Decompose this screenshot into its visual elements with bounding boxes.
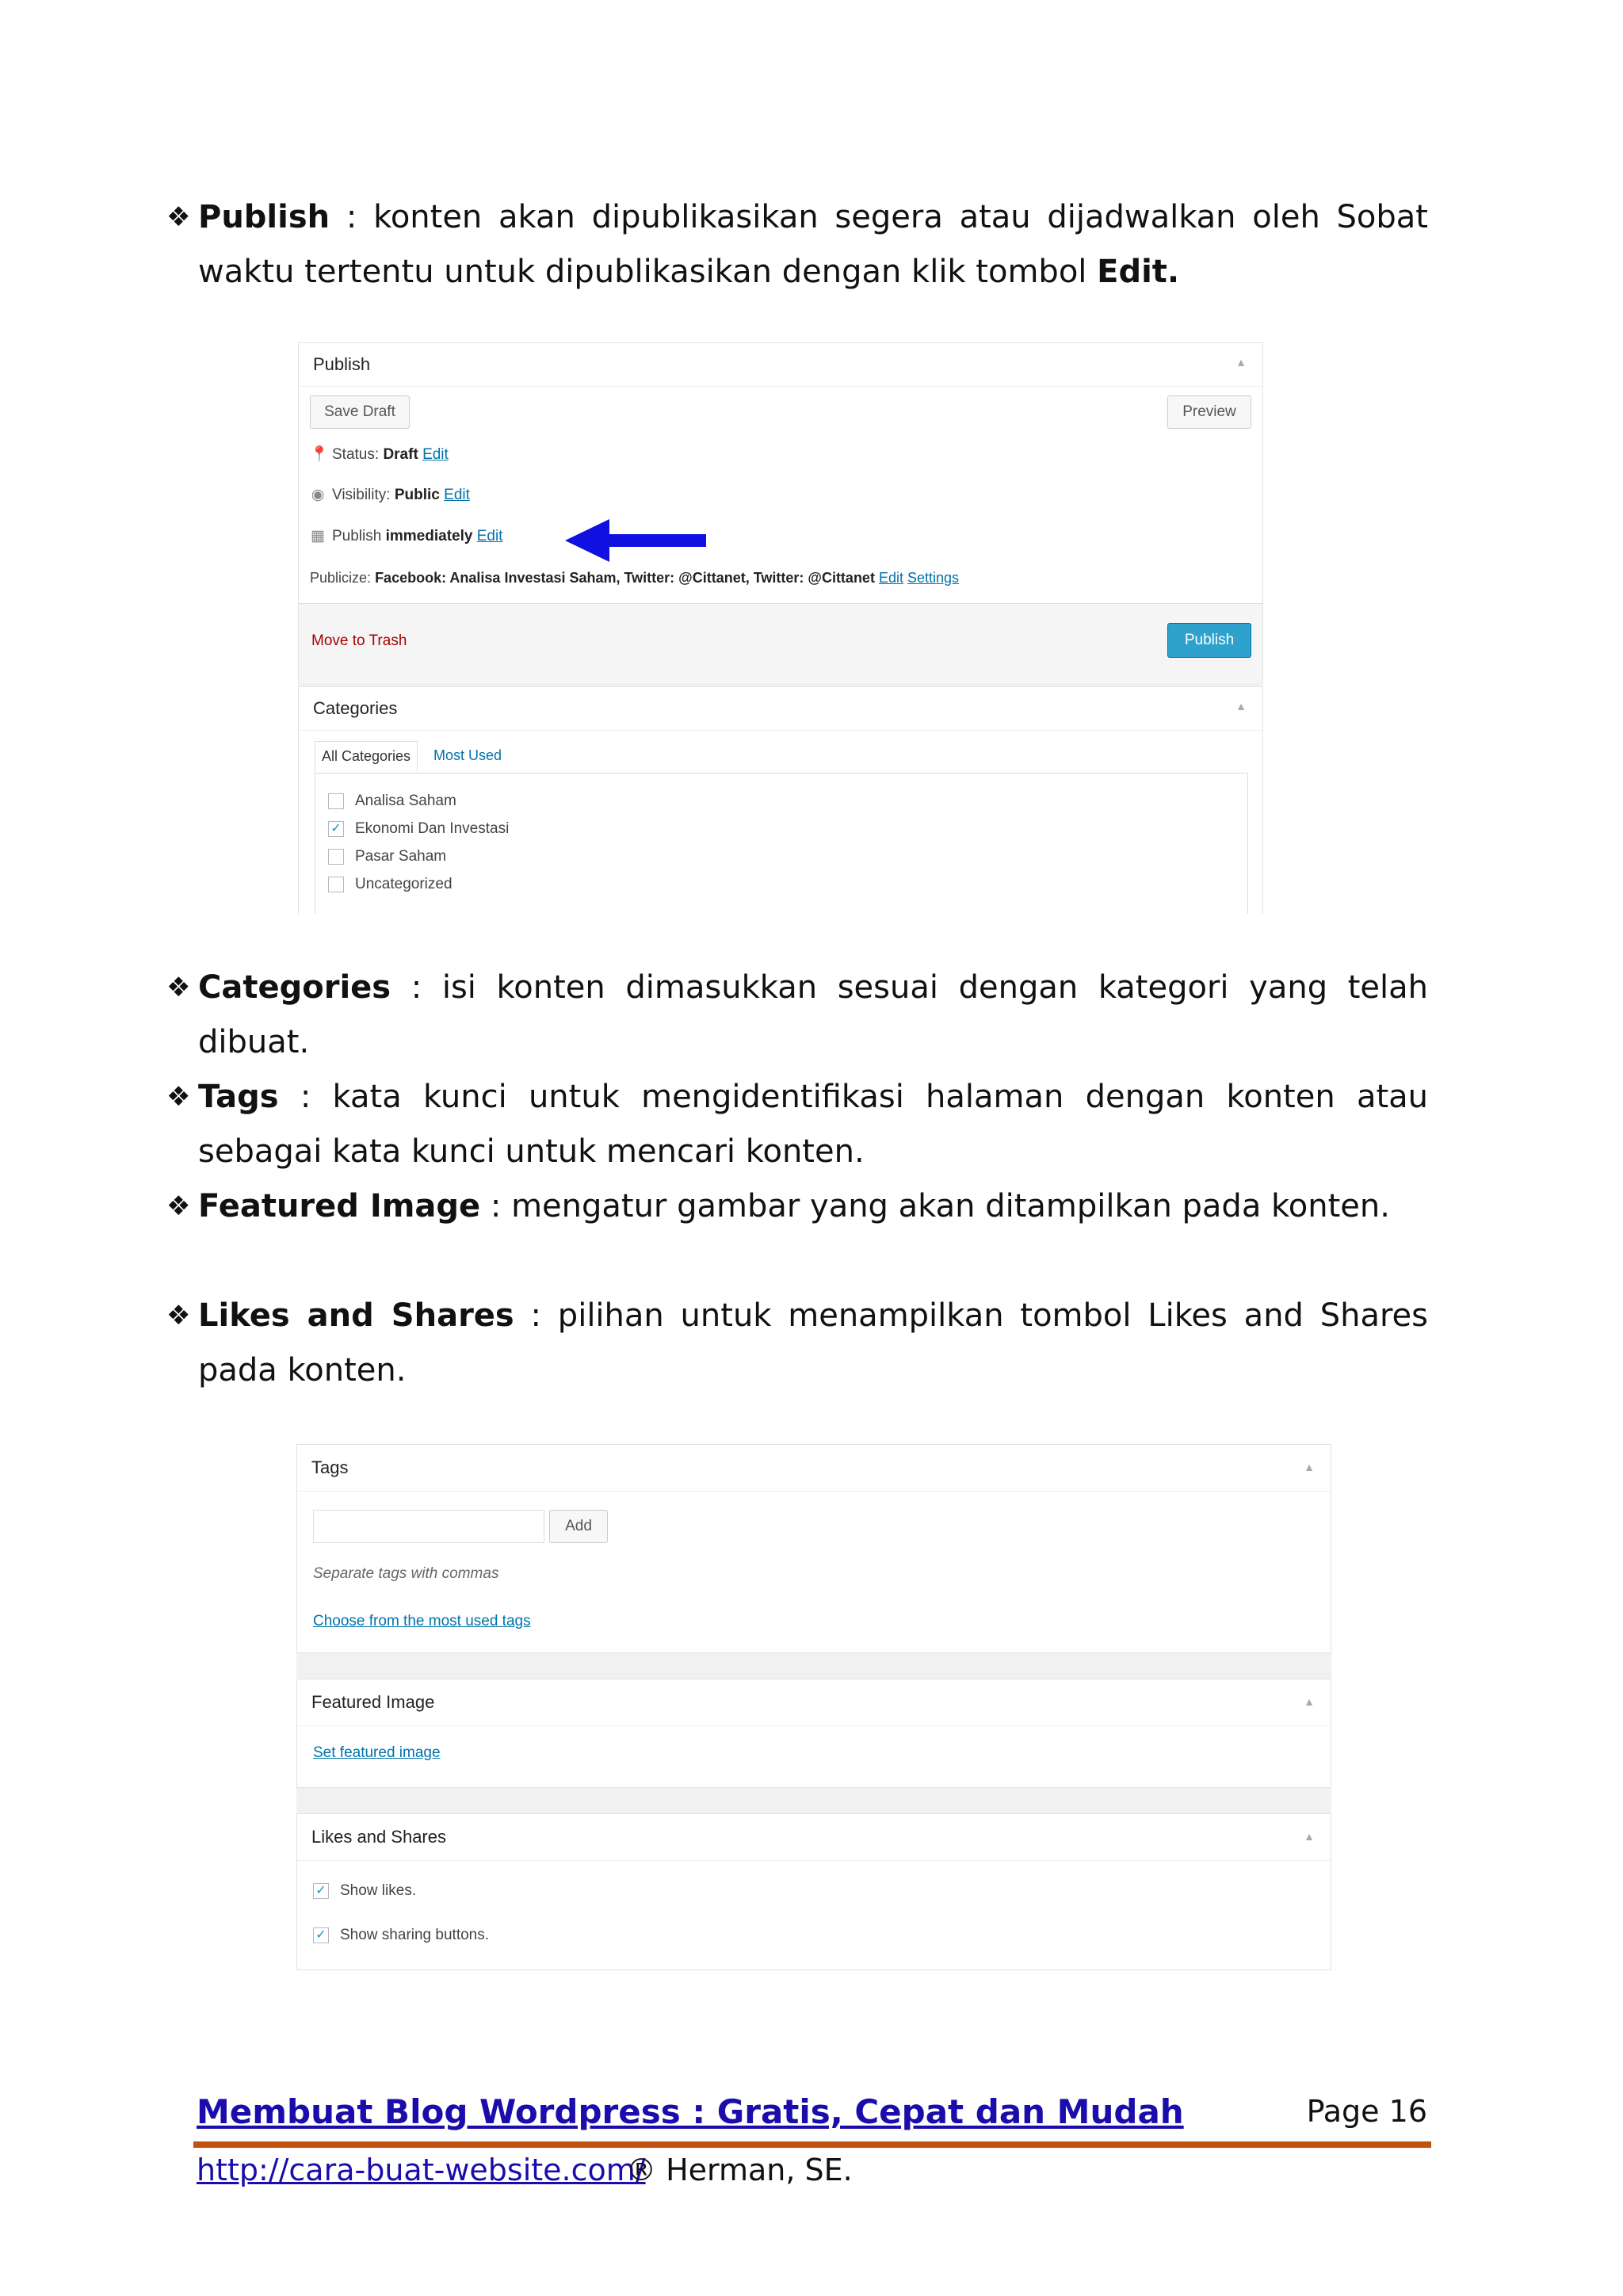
publish-box-header [299, 343, 1262, 387]
featured-box-header [297, 1679, 1331, 1726]
show-likes-option[interactable]: ✓ Show likes. [313, 1882, 416, 1900]
choose-tags-link[interactable]: Choose from the most used tags [313, 1613, 531, 1629]
tags-hint: Separate tags with commas [313, 1565, 499, 1582]
visibility-row: ◉ Visibility: Public Edit [311, 487, 470, 503]
featured-image-box [296, 1679, 1331, 1788]
collapse-icon[interactable]: ▲ [1304, 1695, 1315, 1708]
bullet-categories [166, 961, 1428, 1070]
bullet-featured-image [166, 1179, 1428, 1234]
footer-divider [193, 2141, 1431, 2148]
description: : isi konten dimasukkan sesuai dengan kategori yang telah dibuat. [198, 969, 1428, 1060]
featured-box-title: Featured Image [311, 1692, 435, 1712]
category-item[interactable]: ✓ Ekonomi Dan Investasi [328, 820, 509, 838]
status-row: 📍 Status: Draft Edit [310, 446, 449, 463]
diamond-bullet-icon: ❖ [166, 1081, 191, 1113]
bullet-tags [166, 1070, 1428, 1179]
set-featured-image-link[interactable]: Set featured image [313, 1744, 441, 1761]
description: : mengatur gambar yang akan ditampilkan pada konten. [480, 1188, 1390, 1224]
move-to-trash-link[interactable]: Move to Trash [311, 632, 407, 649]
term: Likes and Shares [198, 1297, 514, 1334]
publish-actions [299, 603, 1262, 683]
calendar-icon: ▦ [311, 528, 325, 544]
tab-most-used[interactable]: Most Used [433, 747, 502, 763]
publish-categories-screenshot [298, 342, 1263, 913]
status-edit-link[interactable]: Edit [422, 446, 449, 463]
footer-title-link[interactable]: Membuat Blog Wordpress : Gratis, Cepat dan Mudah [197, 2092, 1184, 2131]
term: Publish [198, 199, 330, 235]
likes-box-title: Likes and Shares [311, 1827, 446, 1847]
tag-input[interactable] [313, 1510, 544, 1543]
schedule-row: ▦ Publish immediately Edit [311, 528, 503, 544]
footer-credit: ® Herman, SE. [626, 2153, 853, 2187]
likes-shares-box [296, 1813, 1331, 1970]
page-number: Page 16 [1306, 2094, 1427, 2129]
term: Featured Image [198, 1188, 481, 1224]
publicize-settings-link[interactable]: Settings [907, 570, 960, 586]
tags-box-title: Tags [311, 1457, 349, 1477]
categories-box-header [299, 687, 1262, 731]
save-draft-button[interactable]: Save Draft [310, 395, 410, 429]
checkbox-checked[interactable]: ✓ [313, 1883, 329, 1899]
categories-box-title: Categories [313, 698, 398, 718]
checkbox[interactable] [328, 793, 344, 809]
tags-box-header [297, 1445, 1331, 1492]
collapse-icon[interactable]: ▲ [1304, 1461, 1315, 1473]
blue-arrow-icon [565, 516, 708, 563]
checkbox-checked[interactable]: ✓ [328, 821, 344, 837]
category-item[interactable]: Analisa Saham [328, 793, 456, 810]
term: Categories [198, 969, 391, 1006]
diamond-bullet-icon: ❖ [166, 1300, 191, 1331]
categories-box [298, 686, 1263, 914]
description: : pilihan untuk menampilkan tombol Likes and Shares pada konten. [198, 1297, 1429, 1389]
eye-icon: ◉ [311, 487, 325, 503]
pin-icon: 📍 [310, 446, 329, 463]
term: Tags [198, 1079, 279, 1115]
bullet-likes-shares [166, 1289, 1429, 1398]
collapse-icon[interactable]: ▲ [1235, 356, 1247, 369]
tags-featured-likes-screenshot [296, 1444, 1331, 1970]
checkbox[interactable] [328, 849, 344, 865]
show-sharing-option[interactable]: ✓ Show sharing buttons. [313, 1927, 489, 1944]
add-tag-button[interactable]: Add [549, 1510, 608, 1543]
publish-box-title: Publish [313, 354, 371, 374]
description: : konten akan dipublikasikan segera atau dijadwalkan oleh Sobat waktu tertentu untuk dipublikasikan dengan klik tombol [198, 199, 1428, 290]
checkbox-checked[interactable]: ✓ [313, 1927, 329, 1943]
publish-box [298, 342, 1263, 683]
footer-url-link[interactable]: http://cara-buat-website.com/ [197, 2153, 646, 2187]
diamond-bullet-icon: ❖ [166, 972, 191, 1003]
publicize-edit-link[interactable]: Edit [878, 570, 903, 586]
category-item[interactable]: Uncategorized [328, 876, 453, 893]
checkbox[interactable] [328, 877, 344, 892]
tab-all-categories[interactable]: All Categories [315, 741, 418, 772]
collapse-icon[interactable]: ▲ [1304, 1830, 1315, 1843]
publicize-row: Publicize: Facebook: Analisa Investasi Saham, Twitter: @Cittanet, Twitter: @Cittanet Edit Settings [310, 570, 960, 586]
bullet-publish [166, 190, 1428, 300]
schedule-edit-link[interactable]: Edit [476, 528, 503, 544]
term-tail: Edit. [1097, 254, 1180, 290]
likes-box-header [297, 1814, 1331, 1861]
description: : kata kunci untuk mengidentifikasi halaman dengan konten atau sebagai kata kunci untuk mencari konten. [198, 1079, 1428, 1170]
tags-box [296, 1444, 1331, 1653]
visibility-edit-link[interactable]: Edit [444, 487, 470, 503]
diamond-bullet-icon: ❖ [166, 1190, 191, 1222]
preview-button[interactable]: Preview [1167, 395, 1251, 429]
categories-list [315, 773, 1248, 914]
collapse-icon[interactable]: ▲ [1235, 700, 1247, 712]
category-item[interactable]: Pasar Saham [328, 848, 446, 865]
diamond-bullet-icon: ❖ [166, 201, 191, 233]
publish-button[interactable]: Publish [1167, 623, 1251, 658]
